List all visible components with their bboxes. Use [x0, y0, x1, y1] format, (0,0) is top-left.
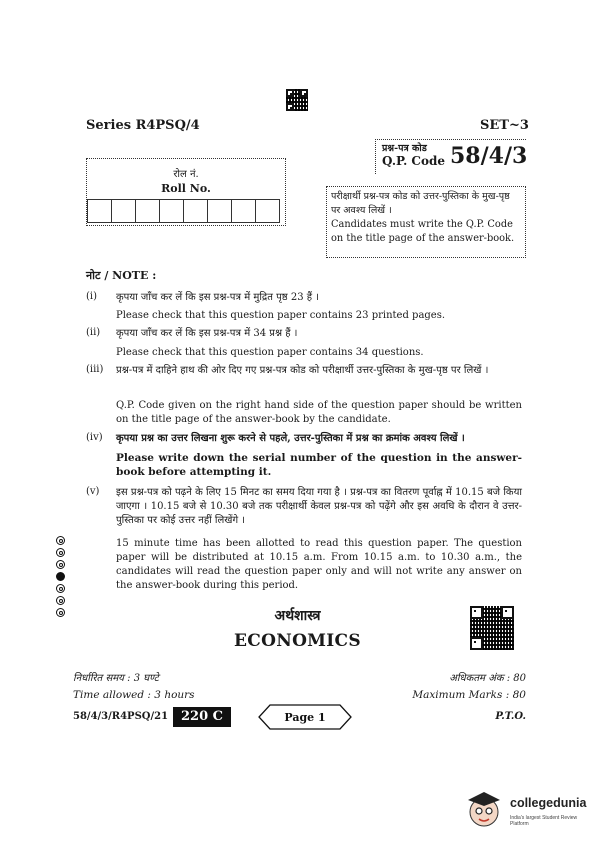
circle-mark	[56, 548, 65, 557]
circle-mark-filled	[56, 572, 65, 581]
note-english: 15 minute time has been allotted to read this question paper. The question paper will be distributed at 10.15 a.m. From 10.15 a.m. to 10.30 a.m., the candidates will read the question paper only and will not write any answer on the answer-book during this period.	[116, 538, 522, 591]
time-allowed-english: Time allowed : 3 hours	[73, 689, 195, 701]
note-number: (iv)	[86, 432, 103, 443]
note-hindi: प्रश्न-पत्र में दाहिने हाथ की ओर दिए गए प्रश्न-पत्र कोड को परीक्षार्थी उत्तर-पुस्तिका के मुख-पृष्ठ पर लिखें ।	[116, 365, 489, 376]
note-number: (i)	[86, 291, 98, 302]
roll-label-hindi: रोल नं.	[173, 169, 199, 180]
subject-qr-code	[470, 606, 514, 650]
top-qr-code	[286, 89, 308, 111]
circle-mark	[56, 536, 65, 545]
note-hindi: कृपया जाँच कर लें कि इस प्रश्न-पत्र में मुद्रित पृष्ठ 23 हैं ।	[116, 292, 320, 303]
roll-cell[interactable]	[135, 199, 160, 223]
collegedunia-mascot-logo	[462, 788, 508, 832]
note-number: (iii)	[86, 364, 104, 375]
roll-label-english: Roll No.	[161, 182, 211, 195]
paper-code: 58/4/3/R4PSQ/21	[73, 711, 169, 722]
page-number-hexagon	[258, 704, 352, 730]
subject-english: ECONOMICS	[234, 631, 361, 651]
roll-number-cells[interactable]	[87, 199, 279, 223]
badge-220c: 220 C	[173, 707, 231, 727]
note-english: Please check that this question paper contains 23 printed pages.	[116, 310, 446, 321]
candidate-instruction-hindi: परीक्षार्थी प्रश्न-पत्र कोड को उत्तर-पुस्तिका के मुख-पृष्ठ पर अवश्य लिखें ।	[331, 191, 510, 216]
note-number: (v)	[86, 486, 100, 497]
circle-mark	[56, 596, 65, 605]
note-number: (ii)	[86, 327, 101, 338]
roll-cell[interactable]	[207, 199, 232, 223]
roll-cell[interactable]	[231, 199, 256, 223]
circle-mark	[56, 560, 65, 569]
candidate-instruction-box	[326, 186, 526, 258]
brand-name: collegedunia	[510, 796, 587, 810]
time-allowed-hindi: निर्धारित समय : 3 घण्टे	[73, 673, 159, 684]
roll-cell[interactable]	[255, 199, 280, 223]
note-english: Please write down the serial number of the question in the answer-book before attempting it.	[116, 452, 522, 478]
roll-cell[interactable]	[159, 199, 184, 223]
candidate-instruction-english: Candidates must write the Q.P. Code on the title page of the answer-book.	[331, 219, 515, 244]
qp-label-hindi: प्रश्न-पत्र कोड	[382, 143, 427, 154]
note-hindi: इस प्रश्न-पत्र को पढ़ने के लिए 15 मिनट का समय दिया गया है । प्रश्न-पत्र का वितरण पूर्वाह्न में 10.15 बजे किया जाएगा । 10.15 बजे से 10.30 बजे तक परीक्षार्थी केवल प्रश्न-पत्र को पढ़ेंगे और इस अवधि के दौरान वे उत्तर-पुस्तिका पर कोई उत्तर नहीं लिखेंगे ।	[116, 487, 522, 526]
max-marks-english: Maximum Marks : 80	[412, 689, 526, 701]
circle-mark	[56, 584, 65, 593]
note-hindi: कृपया प्रश्न का उत्तर लिखना शुरू करने से पहले, उत्तर-पुस्तिका में प्रश्न का क्रमांक अवश्य लिखें ।	[116, 433, 465, 444]
qp-label-english: Q.P. Code	[382, 154, 446, 168]
qp-code-value: 58/4/3	[450, 143, 528, 169]
note-title: नोट / NOTE :	[86, 269, 157, 282]
roll-cell[interactable]	[111, 199, 136, 223]
brand-tagline: India's largest Student Review Platform	[510, 815, 578, 827]
subject-hindi: अर्थशास्त्र	[274, 608, 321, 624]
max-marks-hindi: अधिकतम अंक : 80	[449, 673, 526, 684]
roll-cell[interactable]	[87, 199, 112, 223]
note-hindi: कृपया जाँच कर लें कि इस प्रश्न-पत्र में 34 प्रश्न हैं ।	[116, 328, 298, 339]
pto-label: P.T.O.	[495, 711, 526, 722]
roll-cell[interactable]	[183, 199, 208, 223]
note-english: Please check that this question paper contains 34 questions.	[116, 347, 424, 358]
note-english: Q.P. Code given on the right hand side of the question paper should be written on the title page of the answer-book by the candidate.	[116, 400, 522, 425]
series-label: Series R4PSQ/4	[86, 118, 200, 133]
set-label: SET~3	[480, 118, 529, 133]
page-number-label: Page 1	[284, 711, 326, 724]
